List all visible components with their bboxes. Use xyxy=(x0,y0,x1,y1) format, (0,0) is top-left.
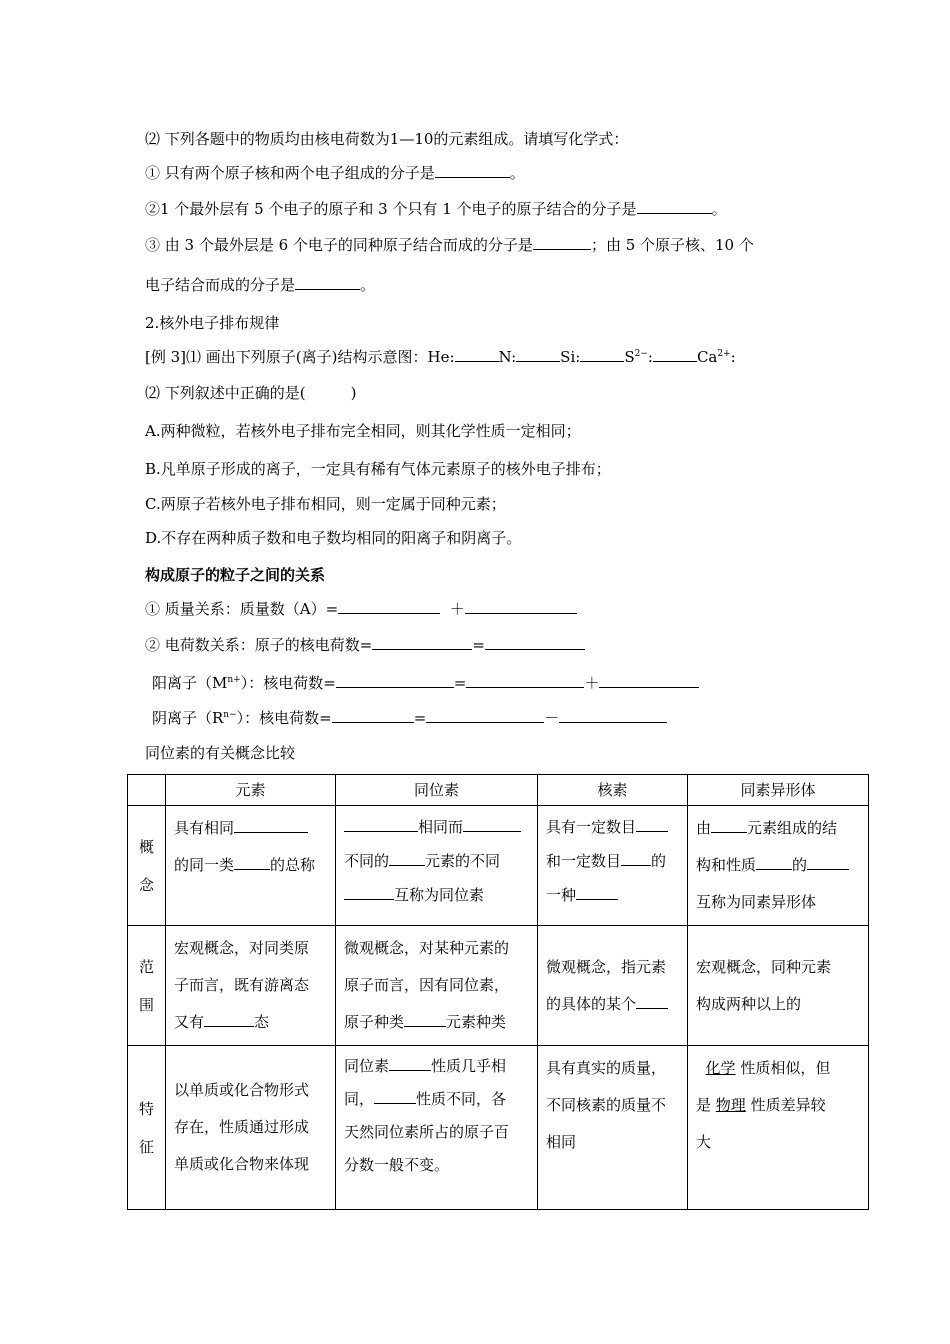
charge-text: ② 电荷数关系：原子的核电荷数= xyxy=(145,636,373,654)
label-n: N: xyxy=(498,348,517,366)
answer-blank[interactable] xyxy=(435,163,510,178)
q2-item3-cont xyxy=(145,275,375,295)
answer-blank[interactable] xyxy=(807,855,849,870)
answer-blank[interactable] xyxy=(637,199,712,214)
label-si: Si: xyxy=(560,348,581,366)
label-s: S xyxy=(624,348,635,366)
table-cell: 相同而 不同的 元素的不同 互称为同位素 xyxy=(336,806,538,926)
colon: : xyxy=(647,348,653,366)
table-caption: 同位素的有关概念比较 xyxy=(145,744,296,762)
option-a: A.两种微粒，若核外电子排布完全相同，则其化学性质一定相同； xyxy=(145,422,581,440)
table-cell: 宏观概念，同种元素 构成两种以上的 xyxy=(688,926,869,1046)
table-cell: 由 元素组成的结 构和性质 的 互称为同素异形体 xyxy=(688,806,869,926)
q2-item2-end: 。 xyxy=(711,200,727,218)
anion-relation xyxy=(152,708,667,728)
row-label: 特 征 xyxy=(128,1046,166,1210)
answer-blank[interactable] xyxy=(465,599,577,614)
isotope-comparison-table xyxy=(127,774,869,1210)
q2-item1-end: 。 xyxy=(509,164,525,182)
answer-blank[interactable] xyxy=(636,817,668,832)
answer-blank[interactable] xyxy=(426,708,544,723)
table-header-row xyxy=(128,775,869,806)
equals-sign: = xyxy=(413,709,427,727)
table-cell: 微观概念，指元素 的具体的某个 xyxy=(538,926,688,1046)
answer-blank[interactable] xyxy=(533,235,591,250)
header-cell xyxy=(128,775,166,806)
answer-blank[interactable] xyxy=(485,635,585,650)
table-cell: 具有真实的质量， 不同核素的质量不 相同 xyxy=(538,1046,688,1210)
answer-blank[interactable] xyxy=(204,1012,254,1027)
answer-blank[interactable] xyxy=(636,994,668,1009)
answer-blank[interactable] xyxy=(234,818,308,833)
section2-title: 2.核外电子排布规律 xyxy=(145,314,280,332)
example3-q2: ⑵ 下列叙述中正确的是( ) xyxy=(145,384,357,402)
example3-line xyxy=(145,347,736,367)
cation-text-b: ）：核电荷数= xyxy=(240,674,336,692)
answer-blank[interactable] xyxy=(576,885,618,900)
answer-blank[interactable] xyxy=(559,708,667,723)
header-cell: 同位素 xyxy=(336,775,538,806)
answer-blank[interactable] xyxy=(389,851,425,866)
table-cell: 以单质或化合物形式 存在，性质通过形成 单质或化合物来体现 xyxy=(166,1046,336,1210)
table-row xyxy=(128,806,869,926)
answer-blank[interactable] xyxy=(332,708,414,723)
answer-blank[interactable] xyxy=(466,673,584,688)
q2-item1 xyxy=(145,163,525,183)
answer-blank[interactable] xyxy=(653,347,697,362)
q2-item3-text: ③ 由 3 个最外层是 6 个电子的同种原子结合而成的分子是 xyxy=(145,236,533,254)
charge-relation xyxy=(145,635,585,655)
header-cell: 同素异形体 xyxy=(688,775,869,806)
table-cell: 微观概念，对某种元素的 原子而言，因有同位素， 原子种类 元素种类 xyxy=(336,926,538,1046)
cation-sup: n+ xyxy=(227,675,241,685)
q2-item3 xyxy=(145,235,754,255)
q2-item2-text: ②1 个最外层有 5 个电子的原子和 3 个只有 1 个电子的原子结合的分子是 xyxy=(145,200,637,218)
answer-blank[interactable] xyxy=(404,1012,446,1027)
anion-sup: n− xyxy=(223,710,237,720)
option-d: D.不存在两种质子数和电子数均相同的阳离子和阴离子。 xyxy=(145,529,522,547)
answer-blank[interactable] xyxy=(516,347,560,362)
answer-blank[interactable] xyxy=(711,818,747,833)
header-cell: 元素 xyxy=(166,775,336,806)
q2-item3-end: 。 xyxy=(360,276,376,294)
anion-text-b: ）：核电荷数= xyxy=(236,709,332,727)
answer-blank[interactable] xyxy=(455,347,499,362)
q2-item3-text-c: 电子结合而成的分子是 xyxy=(145,276,296,294)
option-b: B.凡单原子形成的离子，一定具有稀有气体元素原子的核外电子排布； xyxy=(145,460,611,478)
colon: : xyxy=(730,348,736,366)
answer-blank[interactable] xyxy=(463,817,521,832)
q2-item3-text-b: ；由 5 个原子核、10 个 xyxy=(590,236,754,254)
answer-blank[interactable] xyxy=(295,275,360,290)
q2-intro: ⑵ 下列各题中的物质均由核电荷数为1—10的元素组成。请填写化学式： xyxy=(145,130,629,148)
example3-text: [例 3]⑴ 画出下列原子(离子)结构示意图：He: xyxy=(145,348,455,366)
answer-blank[interactable] xyxy=(338,599,440,614)
answer-blank[interactable] xyxy=(344,885,394,900)
equals-sign: = xyxy=(453,674,467,692)
answer-blank[interactable] xyxy=(344,817,418,832)
q2-item2 xyxy=(145,199,727,219)
cation-relation xyxy=(152,673,699,693)
cation-text: 阳离子（M xyxy=(152,674,228,692)
label-ca: Ca xyxy=(696,348,718,366)
answer-blank[interactable] xyxy=(599,673,699,688)
filled-answer: 化学 xyxy=(705,1059,736,1077)
table-cell: 化学 性质相似，但 是 物理 性质差异较 大 xyxy=(688,1046,869,1210)
plus-sign: ＋ xyxy=(449,600,465,618)
table-cell: 同位素 性质几乎相 同， 性质不同，各 天然同位素所占的原子百 分数一般不变。 xyxy=(336,1046,538,1210)
answer-blank[interactable] xyxy=(580,347,624,362)
row-label: 范 围 xyxy=(128,926,166,1046)
plus-sign: ＋ xyxy=(584,674,600,692)
mass-text: ① 质量关系：质量数（A）= xyxy=(145,600,339,618)
ca-charge: 2+ xyxy=(717,349,731,359)
answer-blank[interactable] xyxy=(372,635,472,650)
anion-text: 阴离子（R xyxy=(152,709,224,727)
row-label: 概 念 xyxy=(128,806,166,926)
relations-title: 构成原子的粒子之间的关系 xyxy=(145,566,326,584)
table-cell: 具有一定数目 和一定数目 的 一种 xyxy=(538,806,688,926)
answer-blank[interactable] xyxy=(234,855,270,870)
table-cell: 具有相同 的同一类 的总称 xyxy=(166,806,336,926)
s-charge: 2− xyxy=(634,349,648,359)
answer-blank[interactable] xyxy=(374,1089,416,1104)
q2-item1-text: ① 只有两个原子核和两个电子组成的分子是 xyxy=(145,164,435,182)
table-row xyxy=(128,926,869,1046)
header-cell: 核素 xyxy=(538,775,688,806)
equals-sign: = xyxy=(472,636,485,654)
table-cell: 宏观概念，对同类原 子而言，既有游离态 又有 态 xyxy=(166,926,336,1046)
option-c: C.两原子若核外电子排布相同，则一定属于同种元素； xyxy=(145,495,506,513)
answer-blank[interactable] xyxy=(756,855,792,870)
mass-relation xyxy=(145,599,577,619)
table-row xyxy=(128,1046,869,1210)
answer-blank[interactable] xyxy=(621,851,651,866)
filled-answer: 物理 xyxy=(715,1096,746,1114)
minus-sign: － xyxy=(544,709,560,727)
answer-blank[interactable] xyxy=(336,673,454,688)
answer-blank[interactable] xyxy=(389,1056,431,1071)
